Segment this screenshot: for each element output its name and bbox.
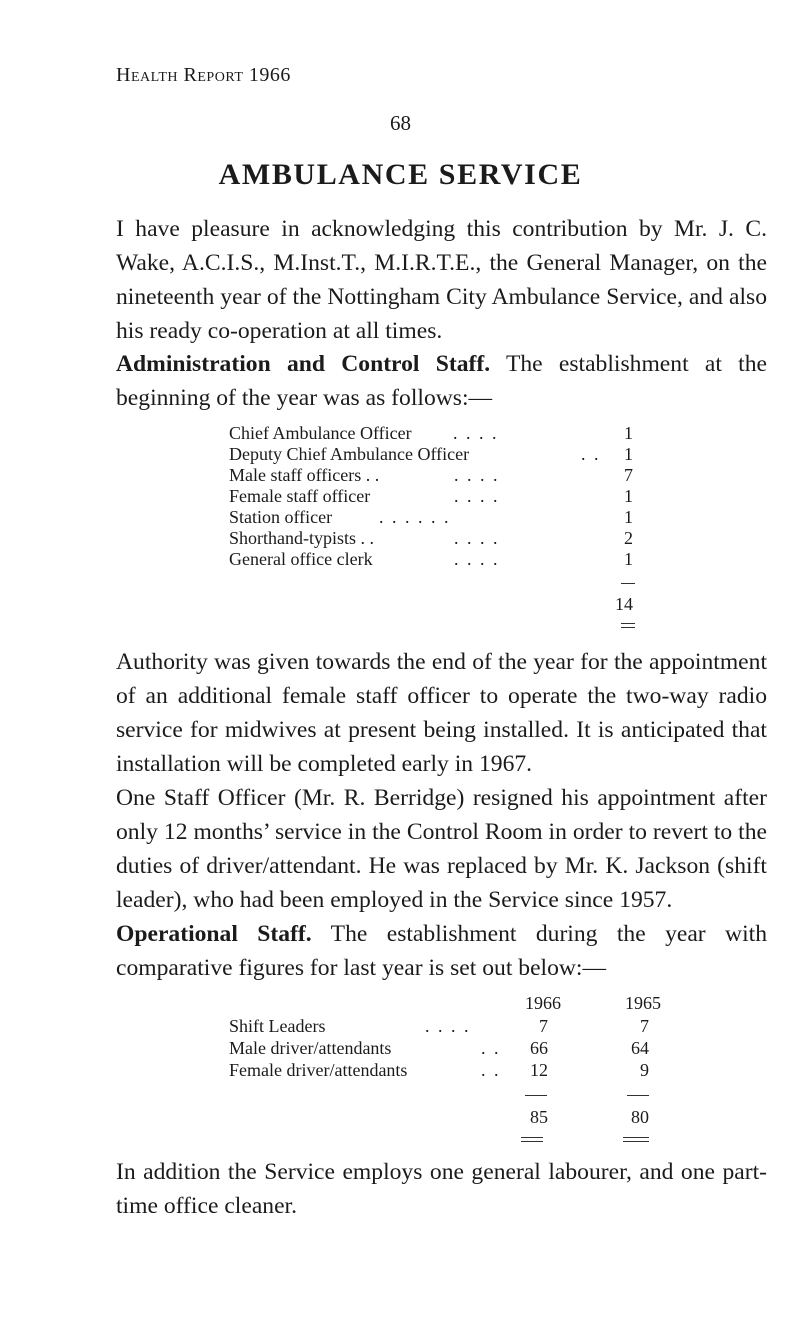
col-header-1966: 1966 xyxy=(525,993,561,1013)
leader-dots: . . . . xyxy=(454,549,500,569)
table-row xyxy=(229,444,633,465)
leader-dots: . . xyxy=(581,444,601,464)
leader-dots: . . xyxy=(481,1060,501,1080)
value-1965: 9 xyxy=(640,1060,649,1080)
row-value: 1 xyxy=(624,486,633,506)
total-1966: 85 xyxy=(530,1107,548,1127)
leader-dots: . . . . xyxy=(453,423,499,443)
operational-text: The establishment during the year with comparative figures for last year is set out below:— xyxy=(116,921,768,981)
row-value: 7 xyxy=(624,465,633,485)
table-row xyxy=(229,486,633,507)
leader-dots: . . . . xyxy=(454,486,500,506)
intro-paragraph xyxy=(116,212,767,348)
table-row xyxy=(229,528,633,549)
table-row xyxy=(229,549,633,570)
table-row xyxy=(229,507,633,528)
row-value: 1 xyxy=(624,507,633,527)
admin-paragraph xyxy=(116,347,767,415)
admin-total: 14 xyxy=(615,594,633,614)
operational-heading: Operational Staff. xyxy=(116,921,312,947)
authority-paragraph xyxy=(116,645,767,781)
operational-staff-table xyxy=(229,993,679,1123)
admin-staff-table xyxy=(229,423,649,633)
row-label: Female staff officer xyxy=(229,486,371,506)
row-value: 1 xyxy=(624,549,633,569)
row-label: Shorthand-typists . . xyxy=(229,528,375,548)
staff-officer-text: One Staff Officer (Mr. R. Berridge) resigned his appointment after only 12 months’ service in the Control Room in order to revert to the duties of driver/attendant. He was replaced by Mr. K. Jackson (shift leader), who had been employed in the Service since 1957. xyxy=(116,785,767,913)
leader-dots: . . . . xyxy=(454,528,500,548)
row-value: 2 xyxy=(624,528,633,548)
table-row xyxy=(229,1038,649,1059)
row-label: Male driver/attendants xyxy=(229,1038,392,1058)
value-1965: 64 xyxy=(631,1038,649,1058)
row-label: Station officer xyxy=(229,507,333,527)
leader-dots: . . . . xyxy=(425,1016,471,1036)
row-value: 1 xyxy=(624,423,633,443)
leader-dots: . . xyxy=(481,1038,501,1058)
closing-text: In addition the Service employs one general labourer, and one part-time office cleaner. xyxy=(116,1159,767,1219)
row-label: Female driver/attendants xyxy=(229,1060,408,1080)
value-1966: 12 xyxy=(530,1060,548,1080)
admin-text: The establishment at the beginning of the year was as follows:— xyxy=(116,351,767,411)
total-1965: 80 xyxy=(631,1107,649,1127)
row-label: Chief Ambulance Officer xyxy=(229,423,412,443)
authority-text: Authority was given towards the end of the year for the appointment of an additional female staff officer to operate the two-way radio service for midwives at present being installed. It is anticipated that installation will be completed early in 1967. xyxy=(116,649,767,777)
intro-text: I have pleasure in acknowledging this contribution by Mr. J. C. Wake, A.C.I.S., M.Inst.T., M.I.R.T.E., the General Manager, on the nineteenth year of the Nottingham City Ambulance Service, and also his ready co-operation at all times. xyxy=(116,216,767,344)
table-row xyxy=(229,423,633,444)
table-row xyxy=(229,1016,649,1037)
row-label: Shift Leaders xyxy=(229,1016,326,1036)
row-label: Deputy Chief Ambulance Officer xyxy=(229,444,470,464)
double-rule-1965 xyxy=(623,1137,649,1142)
page-number: 68 xyxy=(390,111,411,135)
leader-dots: . . . . . . xyxy=(379,507,451,527)
staff-officer-paragraph xyxy=(116,781,767,917)
row-value: 1 xyxy=(624,444,633,464)
value-1966: 7 xyxy=(539,1016,548,1036)
table-row xyxy=(229,1060,649,1081)
total-rule-1965 xyxy=(627,1095,649,1096)
double-rule-1966 xyxy=(521,1137,543,1142)
double-rule xyxy=(621,623,635,628)
total-rule xyxy=(621,583,635,584)
running-head: Health Report 1966 xyxy=(116,64,291,86)
row-label: General office clerk xyxy=(229,549,373,569)
page-title: AMBULANCE SERVICE xyxy=(218,158,583,191)
admin-heading: Administration and Control Staff. xyxy=(116,351,491,377)
value-1966: 66 xyxy=(530,1038,548,1058)
leader-dots: . . . . xyxy=(454,465,500,485)
closing-paragraph xyxy=(116,1155,767,1223)
col-header-1965: 1965 xyxy=(625,993,661,1013)
total-rule-1966 xyxy=(525,1095,547,1096)
row-label: Male staff officers . . xyxy=(229,465,380,485)
operational-paragraph xyxy=(116,917,767,985)
table-row xyxy=(229,465,633,486)
value-1965: 7 xyxy=(640,1016,649,1036)
